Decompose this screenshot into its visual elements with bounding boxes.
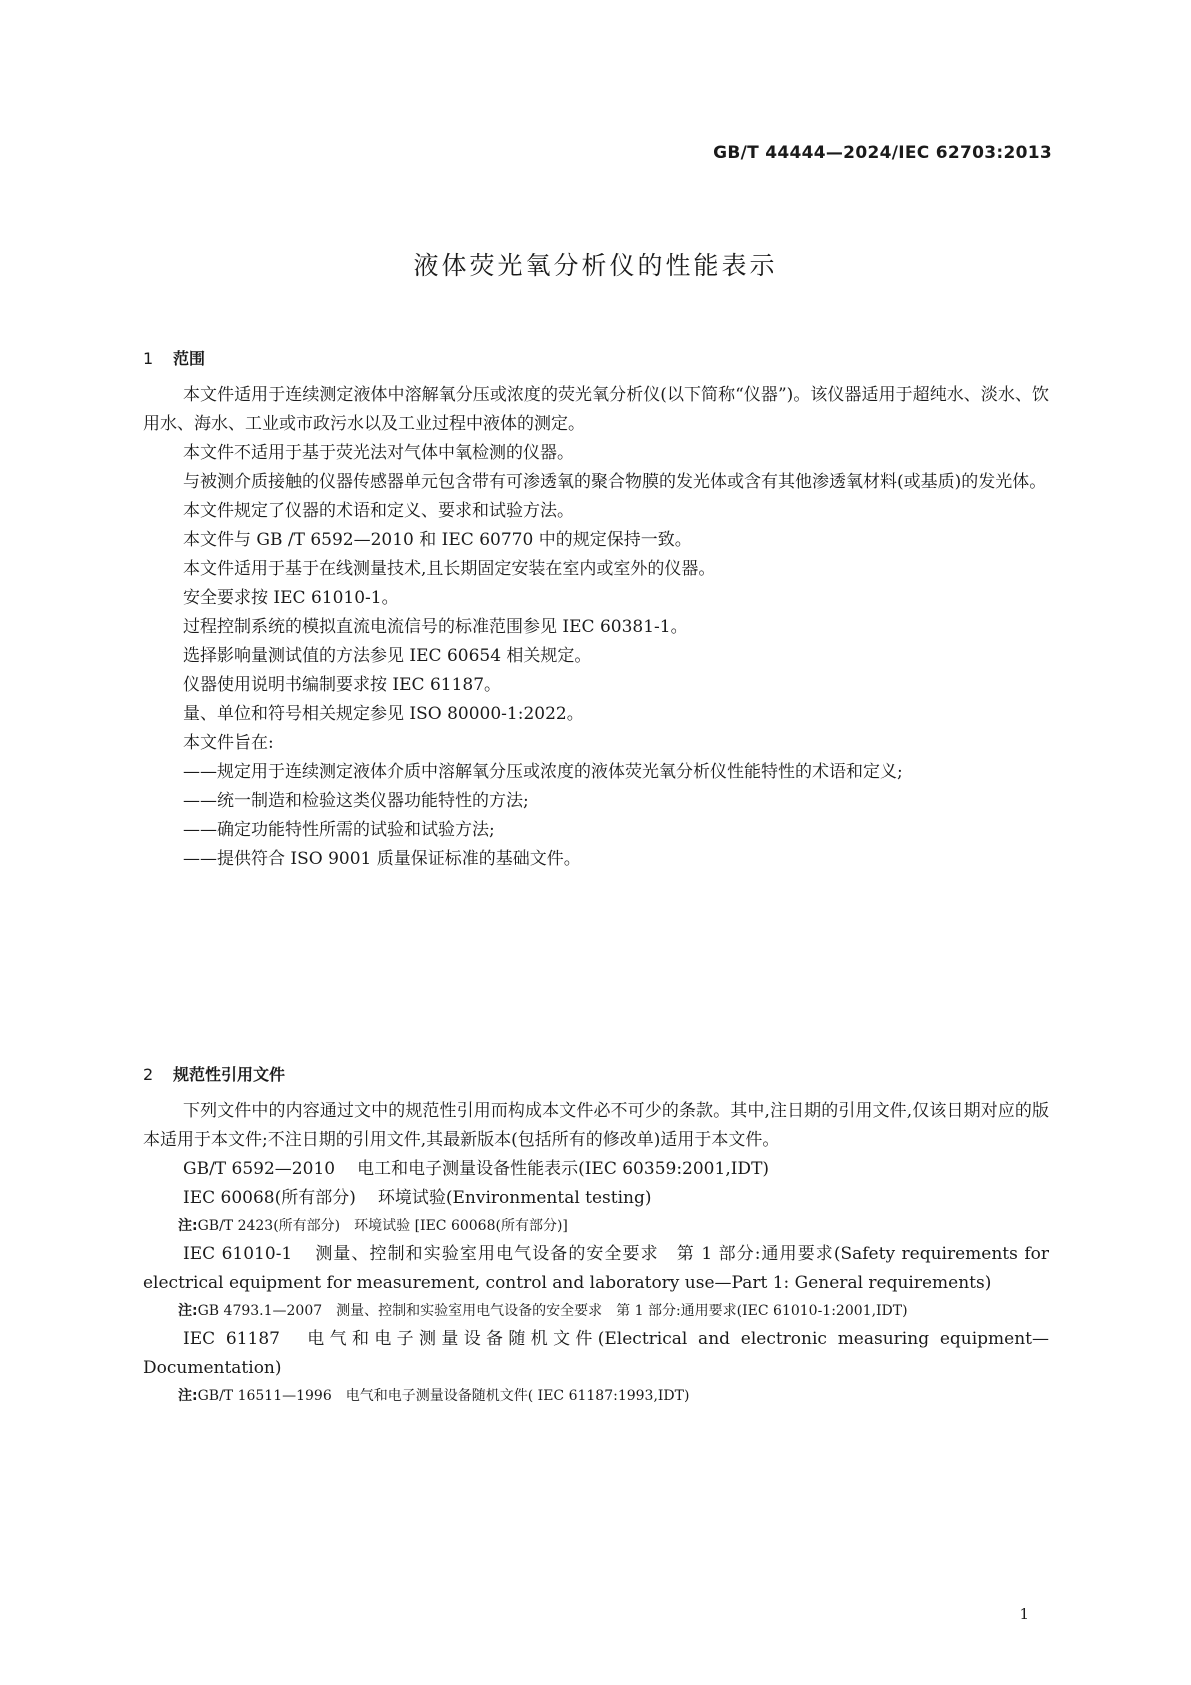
reference-note bbox=[143, 1383, 1049, 1410]
paragraph: 本文件不适用于基于荧光法对气体中氧检测的仪器。 bbox=[183, 443, 574, 463]
section-number: 1 bbox=[143, 349, 154, 368]
note-text: GB/T 16511—1996 电气和电子测量设备随机文件( IEC 61187:1993,IDT) bbox=[197, 1388, 690, 1404]
paragraph: 量、单位和符号相关规定参见 ISO 80000-1:2022。 bbox=[183, 704, 584, 724]
section-title: 范围 bbox=[173, 349, 206, 368]
reference-title: 环境试验(Environmental testing) bbox=[377, 1188, 652, 1208]
dash-list-item: ——确定功能特性所需的试验和试验方法; bbox=[183, 820, 495, 840]
reference-code: IEC 61010-1 bbox=[183, 1244, 293, 1264]
note-text: GB 4793.1—2007 测量、控制和实验室用电气设备的安全要求 第 1 部分:通用要求(IEC 61010-1:2001,IDT) bbox=[197, 1303, 908, 1319]
paragraph: 下列文件中的内容通过文中的规范性引用而构成本文件必不可少的条款。其中,注日期的引用文件,仅该日期对应的版本适用于本文件;不注日期的引用文件,其最新版本(包括所有的修改单)适用于本文件。 bbox=[143, 1101, 1049, 1150]
paragraph: 本文件适用于连续测定液体中溶解氧分压或浓度的荧光氧分析仪(以下简称“仪器”)。该仪器适用于超纯水、淡水、饮用水、海水、工业或市政污水以及工业过程中液体的测定。 bbox=[143, 385, 1049, 434]
section-2-body bbox=[143, 1097, 1049, 1410]
dash-list-item: ——统一制造和检验这类仪器功能特性的方法; bbox=[183, 791, 529, 811]
section-number: 2 bbox=[143, 1065, 154, 1084]
section-title: 规范性引用文件 bbox=[173, 1065, 286, 1084]
reference-title: 测量、控制和实验室用电气设备的安全要求 第 1 部分:通用要求(Safety requirements for electrical equipment for measurement, control and laboratory use—Part 1: General requirements) bbox=[143, 1244, 1049, 1293]
paragraph: 本文件与 GB /T 6592—2010 和 IEC 60770 中的规定保持一致。 bbox=[183, 530, 692, 550]
note-text: GB/T 2423(所有部分) 环境试验 [IEC 60068(所有部分)] bbox=[197, 1218, 568, 1234]
note-label: 注: bbox=[178, 1218, 198, 1234]
paragraph: 本文件旨在: bbox=[183, 733, 274, 753]
reference-note bbox=[143, 1213, 1049, 1240]
section-1-heading bbox=[143, 346, 205, 369]
reference-entry bbox=[143, 1240, 1049, 1298]
reference-title: 电工和电子测量设备性能表示(IEC 60359:2001,IDT) bbox=[357, 1159, 770, 1179]
note-label: 注: bbox=[178, 1303, 198, 1319]
section-2-heading bbox=[143, 1062, 285, 1085]
reference-title: 电气和电子测量设备随机文件(Electrical and electronic measuring equipment—Documentation) bbox=[143, 1329, 1049, 1378]
paragraph: 与被测介质接触的仪器传感器单元包含带有可渗透氧的聚合物膜的发光体或含有其他渗透氧材料(或基质)的发光体。 bbox=[183, 472, 1047, 492]
page-number: 1 bbox=[1019, 1605, 1029, 1623]
reference-entry bbox=[143, 1184, 1049, 1213]
paragraph: 仪器使用说明书编制要求按 IEC 61187。 bbox=[183, 675, 502, 695]
reference-code: IEC 60068(所有部分) bbox=[183, 1188, 356, 1208]
paragraph: 过程控制系统的模拟直流电流信号的标准范围参见 IEC 60381-1。 bbox=[183, 617, 688, 637]
paragraph: 本文件规定了仪器的术语和定义、要求和试验方法。 bbox=[183, 501, 574, 521]
document-title: 液体荧光氧分析仪的性能表示 bbox=[413, 251, 778, 280]
standard-code: GB/T 44444—2024/IEC 62703:2013 bbox=[713, 143, 1052, 163]
paragraph: 本文件适用于基于在线测量技术,且长期固定安装在室内或室外的仪器。 bbox=[183, 559, 716, 579]
note-label: 注: bbox=[178, 1388, 198, 1404]
dash-list-item: ——提供符合 ISO 9001 质量保证标准的基础文件。 bbox=[183, 849, 581, 869]
reference-entry bbox=[143, 1325, 1049, 1383]
reference-code: GB/T 6592—2010 bbox=[183, 1159, 336, 1179]
reference-code: IEC 61187 bbox=[183, 1329, 280, 1349]
reference-entry bbox=[143, 1155, 1049, 1184]
paragraph: 选择影响量测试值的方法参见 IEC 60654 相关规定。 bbox=[183, 646, 592, 666]
paragraph: 安全要求按 IEC 61010-1。 bbox=[183, 588, 399, 608]
dash-list-item: ——规定用于连续测定液体介质中溶解氧分压或浓度的液体荧光氧分析仪性能特性的术语和定义; bbox=[183, 762, 903, 782]
section-1-body bbox=[143, 381, 1049, 874]
reference-note bbox=[143, 1298, 1049, 1325]
